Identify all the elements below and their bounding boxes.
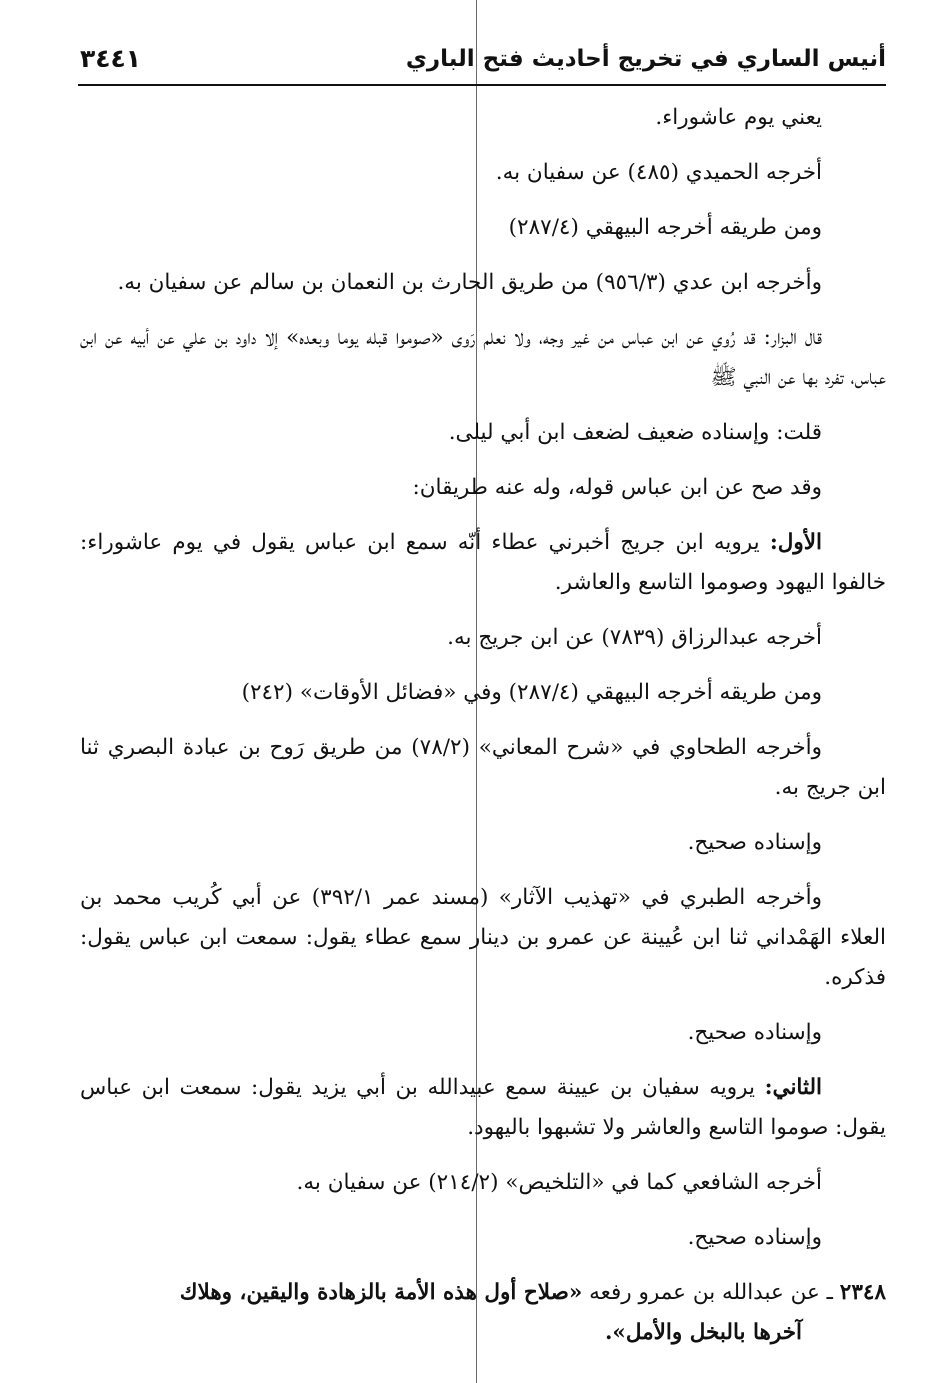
- paragraph: [80, 318, 886, 398]
- paragraph: [80, 98, 886, 138]
- paragraph-text: وأخرجه الطبري في «تهذيب الآثار» (مسند عمر ٣٩٢/١) عن أبي كُريب محمد بن العلاء الهَمْداني ثنا ابن عُيينة عن عمرو بن دينار سمع عطاء يقول: سمعت ابن عباس يقول: فذكره.: [80, 885, 886, 990]
- paragraph: [80, 1163, 886, 1203]
- paragraph: [80, 1013, 886, 1053]
- hadith-matn: «صلاح أول هذه الأمة بالزهادة واليقين، وهلاك: [179, 1280, 583, 1305]
- paragraph-text: وأخرجه الطحاوي في «شرح المعاني» (٧٨/٢) من طريق رَوح بن عبادة البصري ثنا ابن جريج به.: [80, 735, 886, 800]
- paragraph: [80, 823, 886, 863]
- paragraph: [80, 728, 886, 808]
- page-number: ٣٤٤١: [80, 44, 142, 73]
- paragraph-text: أخرجه الشافعي كما في «التلخيص» (٢١٤/٢) عن سفيان به.: [296, 1170, 822, 1195]
- hadith-intro: عن عبدالله بن عمرو رفعه: [582, 1280, 820, 1305]
- paragraph: [80, 878, 886, 998]
- book-title: أنيس الساري في تخريج أحاديث فتح الباري: [405, 46, 886, 72]
- paragraph-text: وإسناده صحيح.: [687, 1225, 822, 1250]
- paragraph: [80, 153, 886, 193]
- paragraph-text: قال البزار: قد رُوي عن ابن عباس من غير وجه، ولا نعلم رَوى «صوموا قبله يوما وبعده» إلا داود بن علي عن أبيه عن ابن عباس، تفرد بها عن النبي ﷺ: [80, 325, 886, 390]
- paragraph: [80, 413, 886, 453]
- paragraph: [80, 673, 886, 713]
- paragraph: [80, 1068, 886, 1148]
- paragraph-text: يرويه ابن جريج أخبرني عطاء أنّه سمع ابن عباس يقول في يوم عاشوراء: خالفوا اليهود وصوموا التاسع والعاشر.: [80, 530, 886, 595]
- paragraph: [80, 1218, 886, 1258]
- hadith-matn-continued: آخرها بالبخل والأمل».: [604, 1320, 802, 1345]
- paragraph-text: يرويه سفيان بن عيينة سمع عبيدالله بن أبي يزيد يقول: سمعت ابن عباس يقول: صوموا التاسع والعاشر ولا تشبهوا باليهود.: [80, 1075, 886, 1140]
- paragraph-text: ومن طريقه أخرجه البيهقي (٢٨٧/٤): [508, 215, 822, 240]
- section-label: الأول:: [769, 530, 822, 555]
- section-label: الثاني:: [764, 1075, 822, 1100]
- hadith-dash: ـ: [819, 1280, 840, 1305]
- paragraph-text: أخرجه عبدالرزاق (٧٨٣٩) عن ابن جريج به.: [447, 625, 822, 650]
- paragraph: [80, 208, 886, 248]
- body-text: [80, 98, 886, 1353]
- paragraph-text: يعني يوم عاشوراء.: [655, 105, 822, 130]
- hadith-number: ٢٣٤٨: [839, 1280, 886, 1305]
- paragraph-text: أخرجه الحميدي (٤٨٥) عن سفيان به.: [495, 160, 822, 185]
- page-header: [78, 40, 886, 86]
- paragraph: [80, 263, 886, 303]
- paragraph-text: وإسناده صحيح.: [687, 1020, 822, 1045]
- paragraph: [80, 618, 886, 658]
- paragraph-text: وأخرجه ابن عدي (٩٥٦/٣) من طريق الحارث بن النعمان بن سالم عن سفيان به.: [117, 270, 822, 295]
- paragraph-text: قلت: وإسناده ضعيف لضعف ابن أبي ليلى.: [448, 420, 822, 445]
- paragraph: [80, 523, 886, 603]
- paragraph-text: وقد صح عن ابن عباس قوله، وله عنه طريقان:: [412, 475, 822, 500]
- paragraph: [80, 468, 886, 508]
- paragraph-text: وإسناده صحيح.: [687, 830, 822, 855]
- hadith-entry: [80, 1273, 886, 1353]
- paragraph-text: ومن طريقه أخرجه البيهقي (٢٨٧/٤) وفي «فضائل الأوقات» (٢٤٢): [241, 680, 822, 705]
